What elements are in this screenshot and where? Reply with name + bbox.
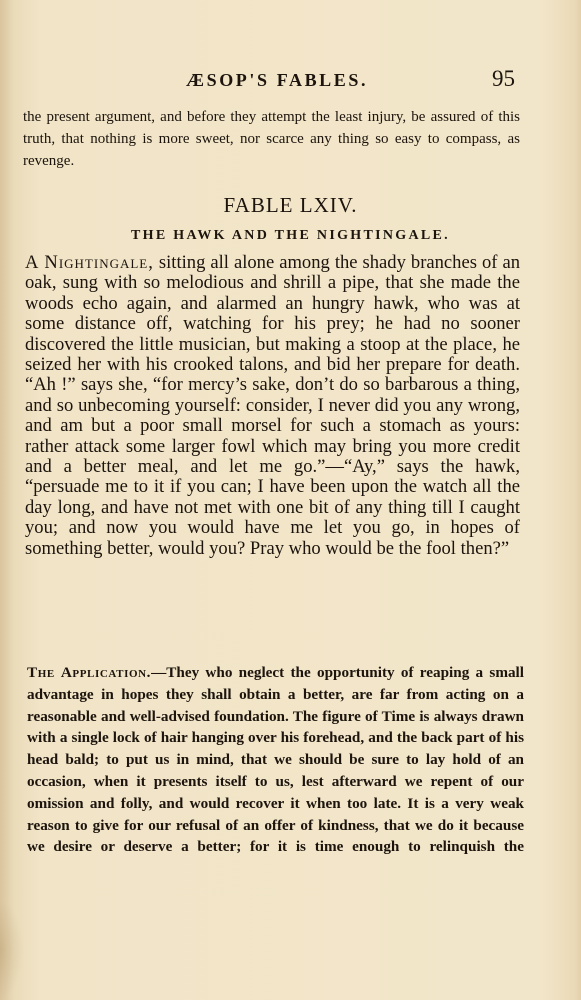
- fable-paragraph: [25, 253, 520, 559]
- application-paragraph: [27, 662, 524, 858]
- page-header: [0, 64, 581, 94]
- fable-body: [25, 253, 520, 559]
- fable-subtitle: THE HAWK AND THE NIGHTINGALE.: [131, 228, 450, 243]
- fable-title: FABLE LXIV.: [223, 193, 358, 217]
- application-label: The Application.: [27, 664, 152, 681]
- intro-text: the present argument, and before they attempt the least injury, be assured of this truth, that nothing is more sweet, nor scarce any thing so easy to compass, as revenge.: [23, 109, 520, 169]
- page-number: 95: [492, 66, 515, 91]
- fable-body-text: sitting all alone among the shady branches of an oak, sung with so melodious and shrill a pipe, that she made the woods echo again, and alarmed an hungry hawk, who was at some distance off, watching for his prey; he had no sooner discovered the little musician, but making a stoop at the place, he seized her with his crooked talons, and bid her prepare for death. “Ah !” says she, “for mercy’s sake, don’t do so barbarous a thing, and so unbecoming yourself: consider, I never did you any wrong, and am but a poor small morsel for such a stomach as yours: rather attack some larger fowl which may bring you more credit and a better meal, and let me go.”—“Ay,” says the hawk, “persuade me to it if you can; I have been upon the watch all the day long, and have not met with one bit of any thing till I caught you; and now you would have me let you go, in hopes of something better, would you? Pray who would be the fool then?”: [25, 252, 520, 559]
- fable-lead-word: A Nightingale,: [25, 252, 154, 273]
- application-text: —They who neglect the opportunity of reaping a small advantage in hopes they shall obtain a better, are far from acting on a reasonable and well-advised foundation. The figure of Time is always drawn with a single lock of hair hanging over his forehead, and the back part of his head bald; to put us in mind, that we should be sure to lay hold of an occasion, when it presents itself to us, lest afterward we repent of our omission and folly, and would recover it when too late. It is a very weak reason to give for our refusal of an offer of kindness, that we do it because we desire or deserve a better; for it is time enough to relinquish the: [27, 664, 525, 856]
- page-stain: [0, 900, 24, 1000]
- running-title: ÆSOP'S FABLES.: [186, 70, 369, 90]
- intro-paragraph: [23, 106, 520, 172]
